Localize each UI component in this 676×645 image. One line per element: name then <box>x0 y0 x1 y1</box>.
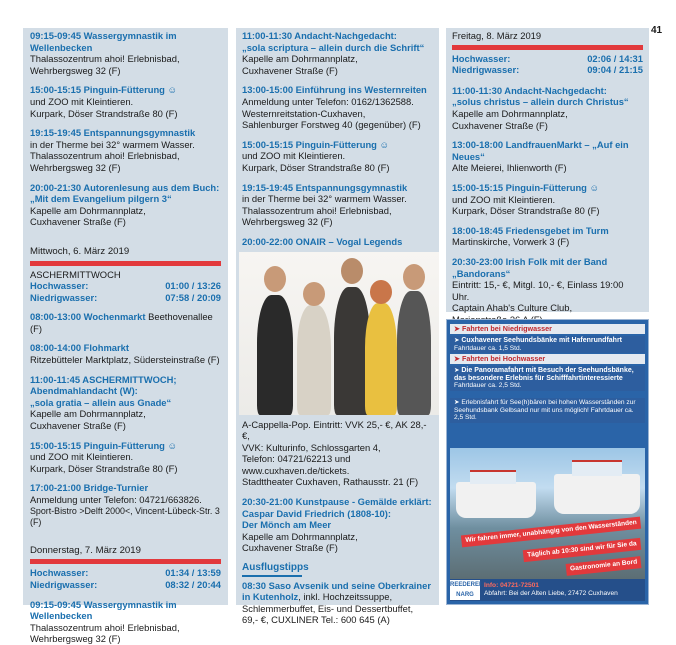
tide-row-low <box>452 64 643 76</box>
column-2 <box>236 28 439 626</box>
event-line: Kapelle am Dohrmannplatz, <box>30 408 146 420</box>
ship-left <box>456 482 536 518</box>
ad-departure: Abfahrt: Bei der Alten Liebe, 27472 Cuxhaven <box>484 590 618 597</box>
event-line: Thalassozentrum ahoi! Erlebnisbad, <box>30 621 180 633</box>
event-title: 09:15-09:45 Wassergymnastik im Wellenbecken <box>30 30 177 53</box>
event-line: und ZOO mit Kleintieren. <box>30 451 134 463</box>
singer-figure <box>297 305 331 415</box>
event-line: und ZOO mit Kleintieren. <box>30 95 134 107</box>
event-line: Wehrbergsweg 32 (F) <box>242 216 333 228</box>
singer-head <box>264 266 286 292</box>
band-photo <box>239 252 439 415</box>
event-westernreiten <box>242 84 433 130</box>
event-bridge <box>30 482 221 528</box>
event-wochenmarkt <box>30 311 221 334</box>
arrow-icon: ➤ <box>454 337 462 344</box>
singer-head <box>370 280 392 304</box>
event-ausflug <box>242 580 433 626</box>
event-line: Sahlenburger Forstweg 40 (gegenüber) (F) <box>242 119 421 131</box>
reederei-logo: REEDEREI NARG <box>450 582 481 598</box>
event-wassergymnastik <box>30 599 221 645</box>
event-line: und ZOO mit Kleintieren. <box>452 193 556 205</box>
column-3 <box>446 28 649 312</box>
event-line: Cuxhavener Straße (F) <box>30 216 126 228</box>
event-title: Caspar David Friedrich (1808-10): <box>242 507 392 519</box>
event-onair <box>242 236 433 488</box>
event-irish-folk <box>452 256 643 326</box>
event-title: „solus christus – allein durch Christus“ <box>452 96 629 108</box>
day-header-thursday <box>30 543 221 591</box>
event-title: in Kutenholz <box>242 591 299 603</box>
tide-value: 07:58 / 20:09 <box>165 291 221 303</box>
event-title: 20:30-21:00 Kunstpause - Gemälde erklärt: <box>242 496 432 508</box>
event-title: 08:00-13:00 Wochenmarkt <box>30 311 146 323</box>
ad-contact <box>484 582 618 597</box>
ship-right <box>554 474 640 514</box>
tide-label: Hochwasser: <box>452 52 511 64</box>
event-pinguin <box>242 139 433 174</box>
tide-label: Hochwasser: <box>30 567 89 579</box>
ad-desc-panorama: ➤ Die Panoramafahrt mit Besuch der Seehundsbänke, das besondere Erlebnis für Schifffahrtinteressierte Fahrtdauer ca. 2,5 Std. <box>450 366 645 391</box>
event-autorenlesung <box>30 182 221 228</box>
event-title: 19:15-19:45 Entspannungsgymnastik <box>242 181 408 193</box>
red-divider <box>30 261 221 266</box>
arrow-icon: ➤ <box>454 367 462 374</box>
ad-heading-high-tide: ➤ Fahrten bei Hochwasser <box>450 354 645 364</box>
event-flohmarkt <box>30 342 221 365</box>
singer-figure <box>365 303 397 415</box>
event-line: Cuxhavener Straße (F) <box>30 420 126 432</box>
event-line: Stadttheater Cuxhaven, Rathausstr. 21 (F) <box>242 476 419 488</box>
arrow-icon: ➤ <box>454 324 463 333</box>
section-heading-ausflugstipps: Ausflugstipps <box>242 562 309 574</box>
event-line: Schlemmerbuffet, Eis- und Dessertbuffet, <box>242 602 414 614</box>
day-header-wednesday <box>30 244 221 303</box>
event-title: 18:00-18:45 Friedensgebet im Turm <box>452 224 609 236</box>
tide-row-high <box>30 567 221 579</box>
ad-desc-erlebnisfahrt: ➤ Erlebnisfahrt für See(h)bären bei hohen Wasserständen zur Seehundsbank Gelbsand nur mit uns möglich! Fahrtdauer ca. 2,5 Std. <box>450 398 645 423</box>
event-title: „sola gratia – allein aus Gnade“ <box>30 396 172 408</box>
event-entspannung <box>30 127 221 173</box>
holiday-label: ASCHERMITTWOCH <box>30 268 121 280</box>
day-header-friday <box>452 30 643 76</box>
ad-info-phone: Info: 04721-72501 <box>484 582 539 590</box>
event-title: 13:00-15:00 Einführung ins Westernreiten <box>242 84 427 96</box>
event-title: 15:00-15:15 Pinguin-Fütterung ☺ <box>30 439 178 451</box>
event-line: Cuxhavener Straße (F) <box>242 542 338 554</box>
event-line: Kapelle am Dohrmannplatz, <box>242 530 358 542</box>
badge-gastronomy: Gastronomie an Bord <box>565 556 641 575</box>
event-pinguin <box>452 182 643 217</box>
ad-footer <box>450 579 645 601</box>
singer-head <box>303 282 325 306</box>
event-line: Kapelle am Dohrmannplatz, <box>242 53 358 65</box>
event-line: VVK: Kulturinfo, Schlossgarten 4, <box>242 441 381 453</box>
event-line: Westernreitstation-Cuxhaven, <box>242 107 366 119</box>
event-line: Telefon: 04721/62213 und <box>242 453 351 465</box>
event-kunstpause <box>242 496 433 554</box>
event-line: Wehrbergsweg 32 (F) <box>30 633 121 645</box>
event-line: in der Therme bei 32° warmem Wasser. <box>242 193 407 205</box>
event-line: Sport-Bistro >Delft 2000<, Vincent-Lübeck-Str. 3 (F) <box>30 505 220 528</box>
ad-desc-low-tide: ➤ Cuxhavener Seehundsbänke mit Hafenrundfahrt Fahrtdauer ca. 1,5 Std. <box>450 336 645 353</box>
event-title: 11:00-11:45 ASCHERMITTWOCH; <box>30 373 177 385</box>
event-line: Anmeldung unter Telefon: 0162/1362588. <box>242 95 414 107</box>
event-line: Eintritt: 15,- €, Mitgl. 10,- €, Einlass 19:00 Uhr. <box>452 279 624 302</box>
event-title: 09:15-09:45 Wassergymnastik im Wellenbecken <box>30 598 177 622</box>
singer-head <box>403 264 425 290</box>
event-line: Ritzebütteler Marktplatz, Südersteinstraße (F) <box>30 354 220 366</box>
event-title: 08:30 Saso Avsenik und seine Oberkrainer <box>242 579 431 591</box>
event-entspannung <box>242 182 433 228</box>
event-title: 11:00-11:30 Andacht-Nachgedacht: <box>242 30 397 41</box>
event-title: 17:00-21:00 Bridge-Turnier <box>30 482 149 494</box>
singer-head <box>341 258 363 284</box>
event-friedensgebet <box>452 225 643 248</box>
tide-value: 09:04 / 21:15 <box>587 64 643 76</box>
event-title: „sola scriptura – allein durch die Schrift“ <box>242 41 425 53</box>
event-line: Alte Meierei, Ihlienworth (F) <box>452 162 567 174</box>
event-title: Der Mönch am Meer <box>242 519 332 531</box>
event-line: Kurpark, Döser Strandstraße 80 (F) <box>242 161 390 173</box>
page-number: 41 <box>651 25 663 36</box>
tide-value: 08:32 / 20:44 <box>165 578 221 590</box>
event-title: 15:00-15:15 Pinguin-Fütterung ☺ <box>452 181 600 193</box>
event-line: und ZOO mit Kleintieren. <box>242 150 346 162</box>
badge-daily: Täglich ab 10:30 sind wir für Sie da <box>523 538 642 562</box>
event-line: Thalassozentrum ahoi! Erlebnisbad, <box>30 150 180 162</box>
event-line: Captain Ahab's Culture Club, <box>452 302 573 314</box>
tide-row-low <box>30 292 221 304</box>
tide-label: Niedrigwasser: <box>30 578 98 590</box>
event-line: Kapelle am Dohrmannplatz, <box>30 204 146 216</box>
event-pinguin <box>30 440 221 475</box>
event-title: 08:00-14:00 Flohmarkt <box>30 342 130 354</box>
badge-always: Wir fahren immer, unabhängig von den Wasserständen <box>461 517 641 547</box>
red-divider <box>30 559 221 564</box>
arrow-icon: ➤ <box>454 354 463 363</box>
tide-value: 02:06 / 14:31 <box>587 52 643 64</box>
day-date: Donnerstag, 7. März 2019 <box>30 544 141 556</box>
event-line: Thalassozentrum ahoi! Erlebnisbad, <box>242 204 392 216</box>
event-pinguin <box>30 84 221 119</box>
event-aschermittwoch <box>30 374 221 432</box>
ship-tour-advertisement <box>446 319 649 605</box>
event-inline: Beethovenallee (F) <box>30 311 213 334</box>
event-title: 15:00-15:15 Pinguin-Fütterung ☺ <box>242 138 390 150</box>
event-line: Anmeldung unter Telefon: 04721/663826. <box>30 494 202 505</box>
event-line: Thalassozentrum ahoi! Erlebnisbad, <box>30 53 180 65</box>
section-underline <box>242 575 302 577</box>
event-andacht <box>242 30 433 76</box>
tide-value: 01:00 / 13:26 <box>165 280 221 292</box>
tide-label: Niedrigwasser: <box>30 291 98 303</box>
event-wassergymnastik <box>30 30 221 76</box>
event-andacht <box>452 85 643 131</box>
tide-row-low <box>30 579 221 591</box>
ad-heading-low-tide: ➤ Fahrten bei Niedrigwasser <box>450 324 645 334</box>
arrow-icon: ➤ <box>454 399 462 406</box>
tide-row-high <box>452 53 643 65</box>
column-1 <box>23 28 228 645</box>
event-title: Abendmahlandacht (W): <box>30 385 138 397</box>
event-line: in der Therme bei 32° warmem Wasser. <box>30 138 195 150</box>
event-line: Kurpark, Döser Strandstraße 80 (F) <box>452 205 600 217</box>
event-title: 15:00-15:15 Pinguin-Fütterung ☺ <box>30 84 178 96</box>
event-title: 13:00-18:00 LandfrauenMarkt – „Auf ein Neues“ <box>452 139 629 162</box>
event-line: Kurpark, Döser Strandstraße 80 (F) <box>30 462 178 474</box>
tide-label: Niedrigwasser: <box>452 64 520 76</box>
event-title: 20:00-21:30 Autorenlesung aus dem Buch: <box>30 181 220 193</box>
event-line: 69,- €, CUXLINER Tel.: 600 645 (A) <box>242 614 390 626</box>
day-date: Freitag, 8. März 2019 <box>452 30 542 41</box>
tide-label: Hochwasser: <box>30 280 89 292</box>
event-inline: , inkl. Hochzeitssuppe, <box>298 591 393 603</box>
event-line: Wehrbergsweg 32 (F) <box>30 64 121 76</box>
event-title: 20:30-23:00 Irish Folk mit der Band „Bandorans“ <box>452 255 608 279</box>
singer-figure <box>397 291 431 415</box>
day-date: Mittwoch, 6. März 2019 <box>30 245 130 257</box>
event-title: 19:15-19:45 Entspannungsgymnastik <box>30 127 196 139</box>
event-landfrauenmarkt <box>452 139 643 174</box>
tide-row-high <box>30 280 221 292</box>
event-title: 20:00-22:00 ONAIR – Vogal Legends <box>242 235 403 247</box>
event-line: Kapelle am Dohrmannplatz, <box>452 107 568 119</box>
ship-photo <box>450 448 645 581</box>
event-title: 11:00-11:30 Andacht-Nachgedacht: <box>452 84 607 96</box>
event-line: www.cuxhaven.de/tickets. <box>242 464 350 476</box>
tide-value: 01:34 / 13:59 <box>165 567 221 579</box>
event-line: Cuxhavener Straße (F) <box>452 119 548 131</box>
event-line: A-Cappella-Pop. Eintritt: VVK 25,- €, AK 28,- €, <box>242 418 427 442</box>
event-line: Wehrbergsweg 32 (F) <box>30 161 121 173</box>
event-title: „Mit dem Evangelium pilgern 3“ <box>30 193 172 205</box>
red-divider <box>452 45 643 50</box>
event-line: Kurpark, Döser Strandstraße 80 (F) <box>30 107 178 119</box>
singer-figure <box>257 295 293 415</box>
event-line: Martinskirche, Vorwerk 3 (F) <box>452 236 570 248</box>
event-line: Cuxhavener Straße (F) <box>242 64 338 76</box>
